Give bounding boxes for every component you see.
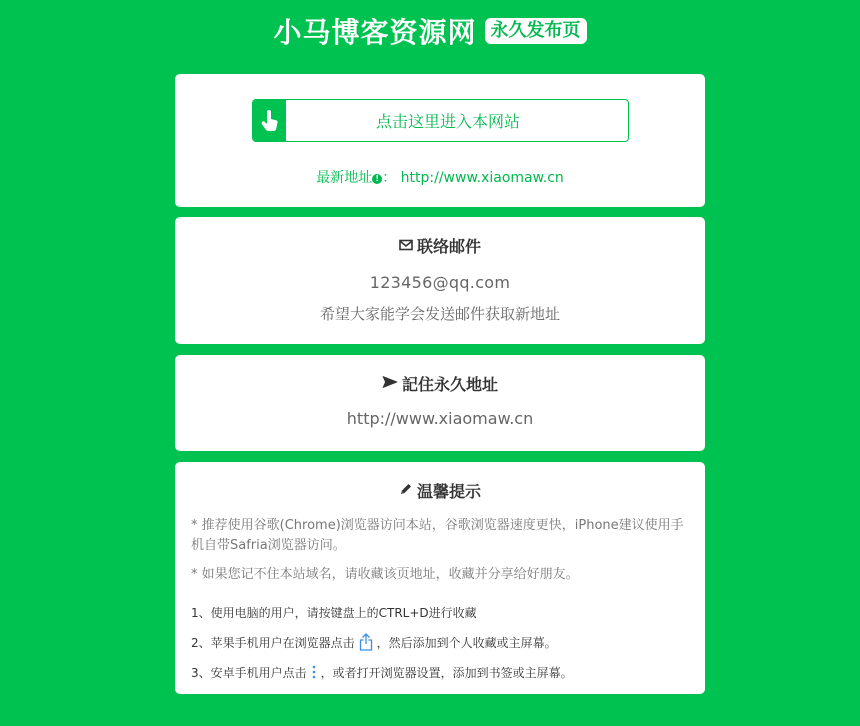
tip-note-bookmark: * 如果您记不住本站域名，请收藏该页地址，收藏并分享给好朋友。 — [191, 567, 579, 582]
plane-icon — [382, 374, 398, 394]
share-icon — [359, 633, 373, 651]
latest-address-link[interactable]: http://www.xiaomaw.cn — [400, 170, 564, 186]
step-iphone — [191, 627, 689, 657]
tips-title — [175, 479, 705, 502]
title-badge: 永久发布页 — [485, 18, 587, 44]
tips-card — [175, 462, 705, 694]
contact-description: 希望大家能学会发送邮件获取新地址 — [319, 305, 560, 323]
envelope-icon — [399, 236, 413, 255]
step-android-text-after: ，或者打开浏览器设置，添加到书签或主屏幕。 — [320, 665, 573, 680]
remember-title-text: 記住永久地址 — [401, 375, 498, 394]
pencil-icon — [399, 481, 413, 500]
tips-title-text: 温馨提示 — [416, 482, 481, 501]
latest-address-label: 最新地址 — [316, 170, 373, 186]
step-android-text-before: 3、安卓手机用户点击 — [191, 665, 307, 680]
step-desktop — [191, 597, 689, 627]
info-icon: ! — [372, 174, 382, 184]
hand-pointer-icon — [253, 100, 286, 141]
enter-site-button[interactable] — [252, 99, 629, 142]
remember-card — [175, 355, 705, 451]
permanent-url: http://www.xiaomaw.cn — [346, 409, 534, 428]
entry-card — [175, 74, 705, 207]
enter-site-label: 点击这里进入本网站 — [375, 112, 520, 131]
latest-address-sep: ： — [382, 170, 397, 186]
contact-email: 123456@qq.com — [369, 273, 511, 292]
tips-notes — [175, 516, 705, 585]
site-title: 小马博客资源网 — [273, 16, 477, 49]
contact-card — [175, 217, 705, 344]
bookmark-steps — [175, 597, 705, 687]
step-iphone-text-after: ，然后添加到个人收藏或主屏幕。 — [376, 635, 557, 650]
tip-note-browser: * 推荐使用谷歌(Chrome)浏览器访问本站，谷歌浏览器速度更快，iPhone建议使用手机自带Safria浏览器访问。 — [191, 518, 684, 553]
step-iphone-text-before: 2、苹果手机用户在浏览器点击 — [191, 635, 355, 650]
page-header — [0, 0, 860, 62]
step-desktop-text: 1、使用电脑的用户，请按键盘上的CTRL+D进行收藏 — [191, 605, 477, 620]
contact-title-text: 联络邮件 — [416, 237, 481, 256]
step-android — [191, 657, 689, 687]
more-vertical-icon — [311, 665, 317, 679]
contact-title — [175, 234, 705, 257]
latest-address — [175, 167, 705, 187]
remember-title — [175, 372, 705, 395]
